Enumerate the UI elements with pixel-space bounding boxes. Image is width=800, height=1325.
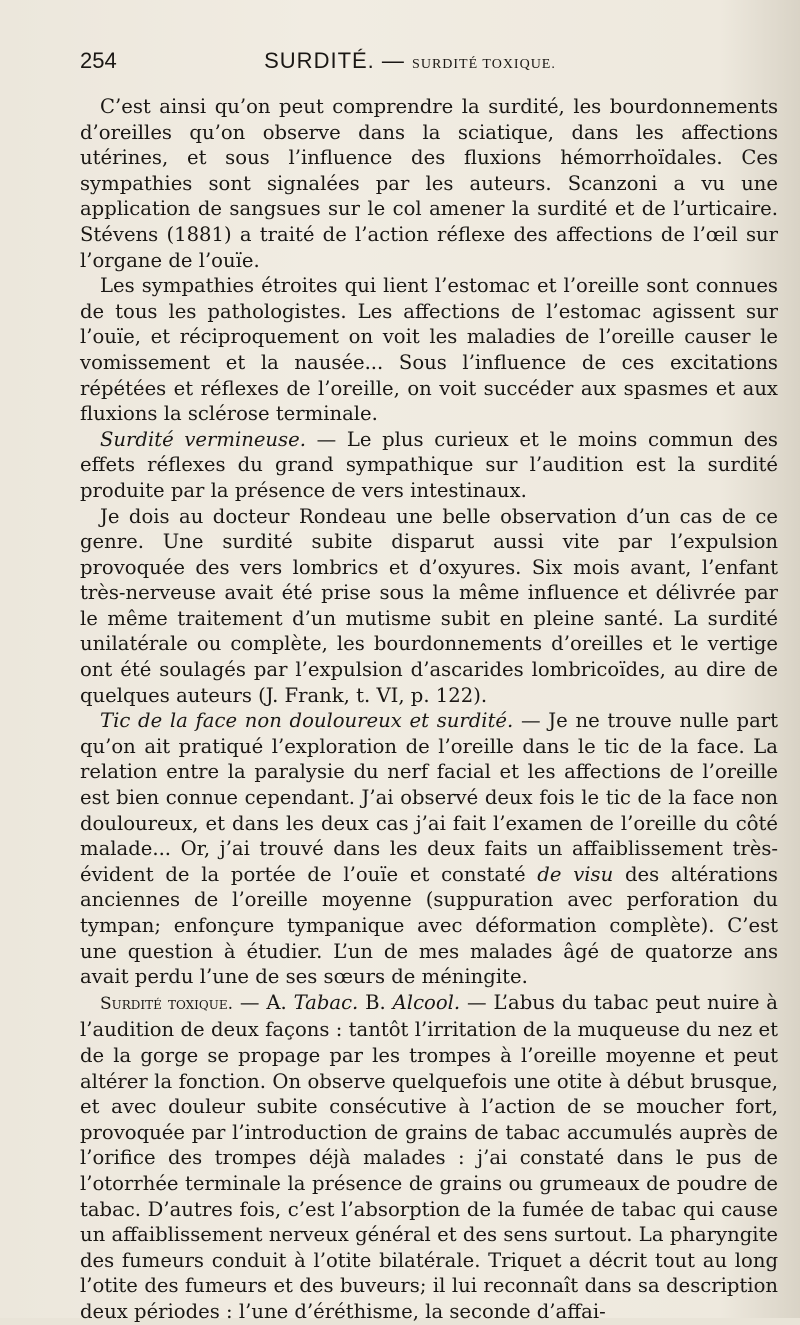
latin-phrase: de visu — [537, 862, 614, 886]
paragraph-rondeau: Je dois au docteur Rondeau une belle observation d’un cas de ce genre. Une surdité subite disparut aussi vite par l’expulsion provoquée des vers lombrics et d’oxyures. Six mois avant, l’enfant très-nerveuse avait été prise sous la même influence et délivrée par le même traitement d’un mutisme subit en pleine santé. La surdité unilatérale ou complète, les bourdonnements d’oreilles et le vertige ont été soulagés par l’expulsion d’ascarides lombricoïdes, au dire de quelques auteurs (J. Frank, t. VI, p. 122). — [80, 504, 778, 707]
body-text — [80, 94, 778, 1325]
paragraph-text: des altérations anciennes de l’oreille moyenne (suppuration avec perforation du tympan; enfonçure tympanique avec déformation complète). C’est une question à étudier. L’un de mes malades âgé de quatorze ans avait perdu l’une de ses sœurs de méningite. — [80, 862, 778, 989]
header-dash: — — [374, 48, 413, 73]
running-header — [80, 48, 778, 86]
paragraph-text: B. — [358, 990, 393, 1014]
chapter-title: SURDITÉ. — [264, 48, 375, 73]
running-title — [162, 48, 778, 74]
paragraph-text: — Le plus curieux et le moins commun des effets réflexes du grand sympathique sur l’audition est la surdité produite par la présence de vers intestinaux. — [80, 427, 778, 502]
subheading-tabac: Tabac. — [293, 990, 359, 1014]
paragraph-text: — Je ne trouve nulle part qu’on ait pratiqué l’exploration de l’oreille dans le tic de la face. La relation entre la paralysie du nerf facial et les affections de l’oreille est bien connue cependant. J’ai observé deux fois le tic de la face non douloureux, et dans les deux cas j’ai fait l’examen de l’oreille du côté malade... Or, j’ai trouvé dans les deux faits un affaiblissement très-évident de la portée de l’ouïe et constaté — [80, 709, 778, 886]
paragraph-surdite-toxique — [80, 990, 778, 1325]
paragraph-text: — A. — [233, 990, 294, 1014]
paragraph-sympathies: C’est ainsi qu’on peut comprendre la surdité, les bourdonnements d’oreilles qu’on observe dans la sciatique, dans les affections utérines, et sous l’influence des fluxions hémorrhoïdales. Ces sympathies sont signalées par les auteurs. Scanzoni a vu une application de sangsues sur le col amener la surdité et de l’urticaire. Stévens (1881) a traité de l’action réflexe des affections de l’œil sur l’organe de l’ouïe. — [80, 95, 778, 272]
section-heading: Surdité toxique. — [100, 993, 233, 1014]
section-heading: Surdité vermineuse. — [100, 427, 306, 451]
paragraph-estomac: Les sympathies étroites qui lient l’estomac et l’oreille sont connues de tous les pathologistes. Les affections de l’estomac agissent sur l’ouïe, et réciproquement on voit les maladies de l’oreille causer le vomissement et la nausée... Sous l’influence de ces excitations répétées et réflexes de l’oreille, on voit succéder aux spasmes et aux fluxions la sclérose terminale. — [80, 274, 778, 426]
paragraph-surdite-vermineuse — [80, 427, 778, 504]
section-subtitle: SURDITÉ TOXIQUE. — [412, 57, 556, 72]
paragraph-tic-face — [80, 708, 778, 990]
page-number: 254 — [80, 48, 117, 73]
subheading-alcool: Alcool. — [392, 990, 461, 1014]
paragraph-text: — L’abus du tabac peut nuire à l’audition de deux façons : tantôt l’irritation de la muqueuse du nez et de la gorge se propage par les trompes à l’oreille moyenne et peut altérer la fonction. On observe quelquefois une otite à début brusque, et avec douleur subite consécutive à l’action de se moucher fort, provoquée par l’introduction de grains de tabac accumulés auprès de l’orifice des trompes déjà malades : j’ai constaté dans le pus de l’otorrhée terminale la présence de grains ou grumeaux de poudre de tabac. D’autres fois, c’est l’absorption de la fumée de tabac qui cause un affaiblissement nerveux général et des sens surtout. La pharyngite des fumeurs conduit à l’otite bilatérale. Triquet a décrit tout au long l’otite des fumeurs et des buveurs; il lui reconnaît dans sa description deux périodes : l’une d’éréthisme, la seconde d’affai- — [80, 990, 778, 1323]
section-heading: Tic de la face non douloureux et surdité. — [100, 709, 514, 733]
